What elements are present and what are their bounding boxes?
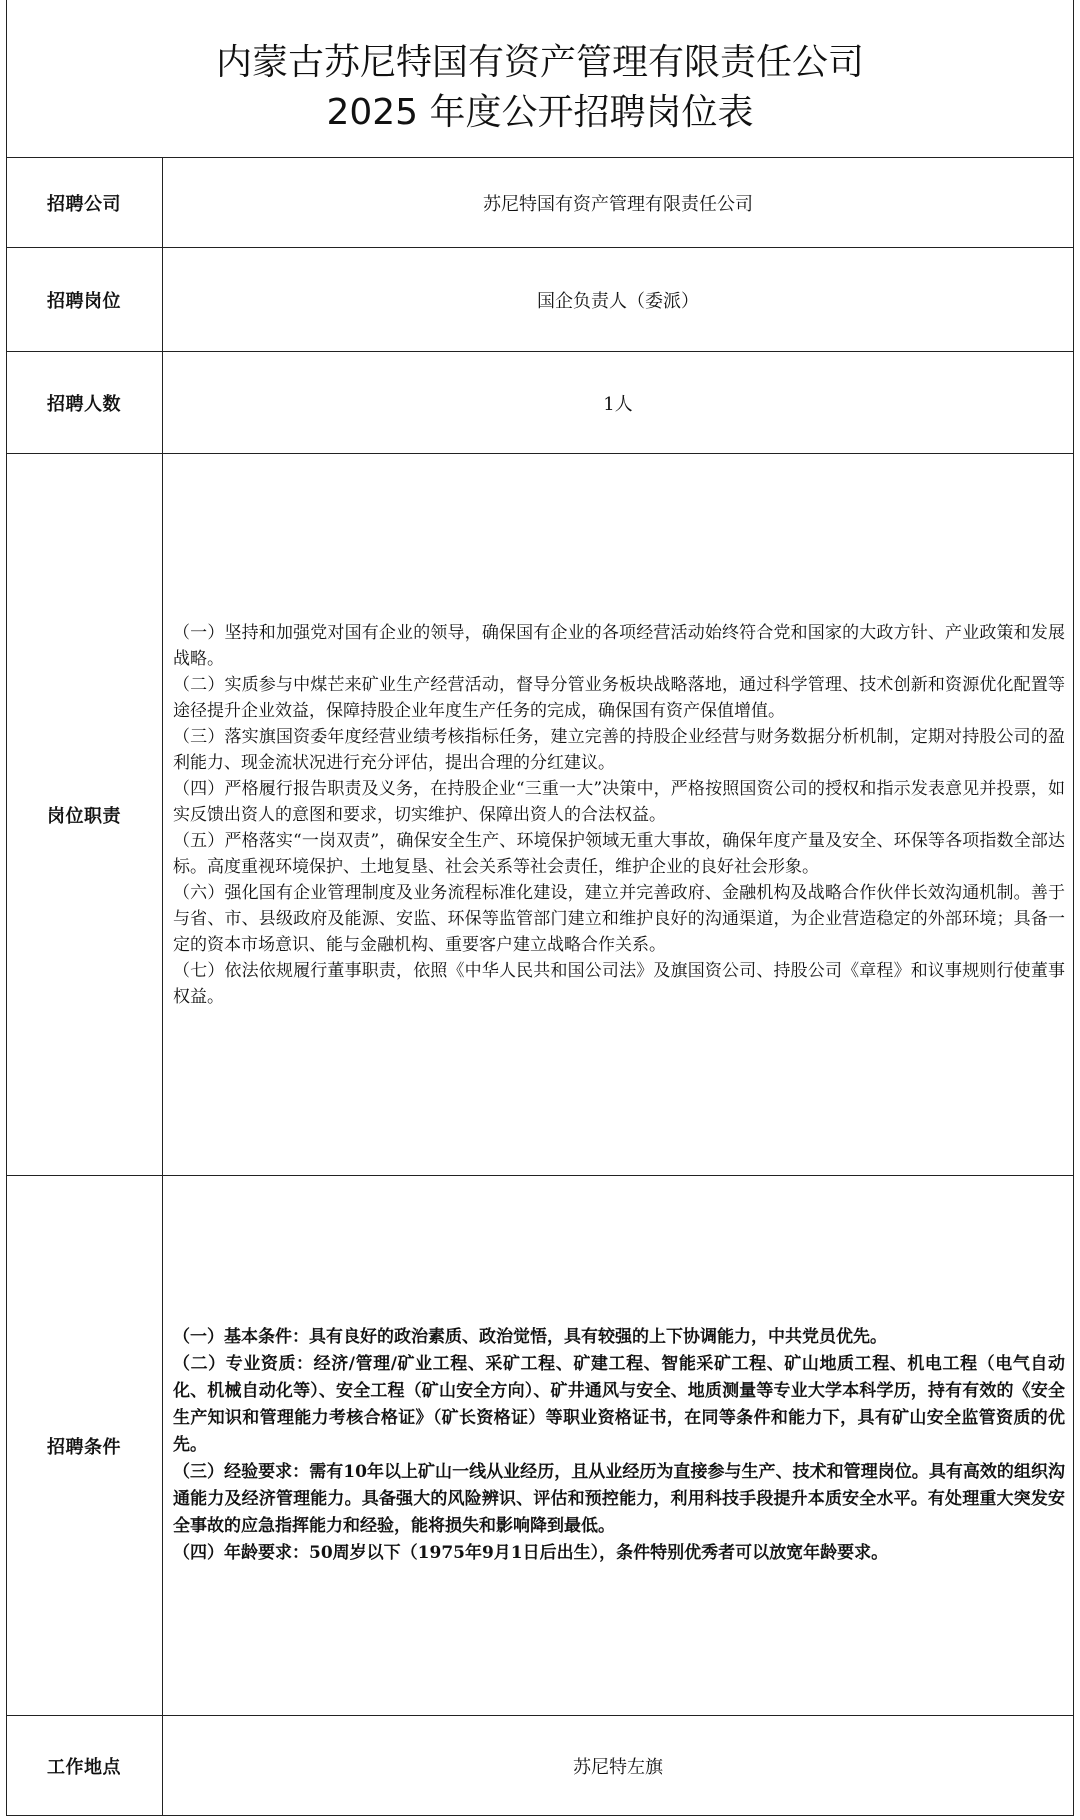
duty-item-6: （六）强化国有企业管理制度及业务流程标准化建设，建立并完善政府、金融机构及战略合作伙伴长效沟通机制。善于与省、市、县级政府及能源、安监、环保等监管部门建立和维护良好的沟通渠道，为企业营造稳定的外部环境；具备一定的资本市场意识、能与金融机构、重要客户建立战略合作关系。	[173, 882, 1065, 955]
requirement-item-1: （一）基本条件：具有良好的政治素质、政治觉悟，具有较强的上下协调能力，中共党员优先。	[173, 1327, 887, 1347]
label-company: 招聘公司	[7, 158, 163, 247]
requirement-item-4: （四）年龄要求：50周岁以下（1975年9月1日后出生），条件特别优秀者可以放宽年龄要求。	[173, 1543, 889, 1563]
title-company: 内蒙古苏尼特国有资产管理有限责任公司	[215, 42, 864, 83]
duty-item-5: （五）严格落实“一岗双责”，确保安全生产、环境保护领域无重大事故，确保年度产量及安全、环保等各项指数全部达标。高度重视环境保护、土地复垦、社会关系等社会责任，维护企业的良好社会形象。	[173, 830, 1065, 877]
requirement-item-3: （三）经验要求：需有10年以上矿山一线从业经历，且从业经历为直接参与生产、技术和管理岗位。具有高效的组织沟通能力及经济管理能力。具备强大的风险辨识、评估和预控能力，利用科技手段提升本质安全水平。有处理重大突发安全事故的应急指挥能力和经验，能将损失和影响降到最低。	[173, 1462, 1065, 1536]
duty-item-7: （七）依法依规履行董事职责，依照《中华人民共和国公司法》及旗国资公司、持股公司《章程》和议事规则行使董事权益。	[173, 960, 1065, 1007]
table-row-location	[7, 1716, 1073, 1816]
table-row-headcount	[7, 352, 1073, 454]
duty-item-3: （三）落实旗国资委年度经营业绩考核指标任务，建立完善的持股企业经营与财务数据分析机制，定期对持股公司的盈利能力、现金流状况进行充分评估，提出合理的分红建议。	[173, 726, 1065, 773]
duties-text	[173, 620, 1065, 1010]
recruitment-document	[6, 0, 1074, 1816]
label-duties: 岗位职责	[7, 454, 163, 1175]
table-row-requirements	[7, 1176, 1073, 1716]
requirements-text	[173, 1324, 1065, 1567]
label-headcount: 招聘人数	[7, 352, 163, 453]
table-row-position	[7, 248, 1073, 352]
duty-item-1: （一）坚持和加强党对国有企业的领导，确保国有企业的各项经营活动始终符合党和国家的大政方针、产业政策和发展战略。	[173, 622, 1065, 669]
duties-cell	[163, 454, 1073, 1175]
table-row-company	[7, 158, 1073, 248]
value-position: 国企负责人（委派）	[537, 290, 699, 312]
label-position: 招聘岗位	[7, 248, 163, 351]
label-requirements: 招聘条件	[7, 1176, 163, 1715]
requirements-cell	[163, 1176, 1073, 1715]
value-location: 苏尼特左旗	[573, 1757, 663, 1778]
document-title	[7, 0, 1073, 158]
label-location: 工作地点	[7, 1716, 163, 1816]
value-headcount: 1人	[603, 393, 633, 415]
requirement-item-2: （二）专业资质：经济/管理/矿业工程、采矿工程、矿建工程、智能采矿工程、矿山地质工程、机电工程（电气自动化、机械自动化等）、安全工程（矿山安全方向）、矿井通风与安全、地质测量等专业大学本科学历，持有有效的《安全生产知识和管理能力考核合格证》（矿长资格证）等职业资格证书，在同等条件和能力下，具有矿山安全监管资质的优先。	[173, 1354, 1065, 1455]
value-company: 苏尼特国有资产管理有限责任公司	[483, 193, 753, 215]
duty-item-2: （二）实质参与中煤芒来矿业生产经营活动，督导分管业务板块战略落地，通过科学管理、技术创新和资源优化配置等途径提升企业效益，保障持股企业年度生产任务的完成，确保国有资产保值增值。	[173, 674, 1065, 721]
table-row-duties	[7, 454, 1073, 1176]
title-subtitle: 2025 年度公开招聘岗位表	[326, 92, 754, 133]
duty-item-4: （四）严格履行报告职责及义务，在持股企业“三重一大”决策中，严格按照国资公司的授权和指示发表意见并投票，如实反馈出资人的意图和要求，切实维护、保障出资人的合法权益。	[173, 778, 1065, 825]
